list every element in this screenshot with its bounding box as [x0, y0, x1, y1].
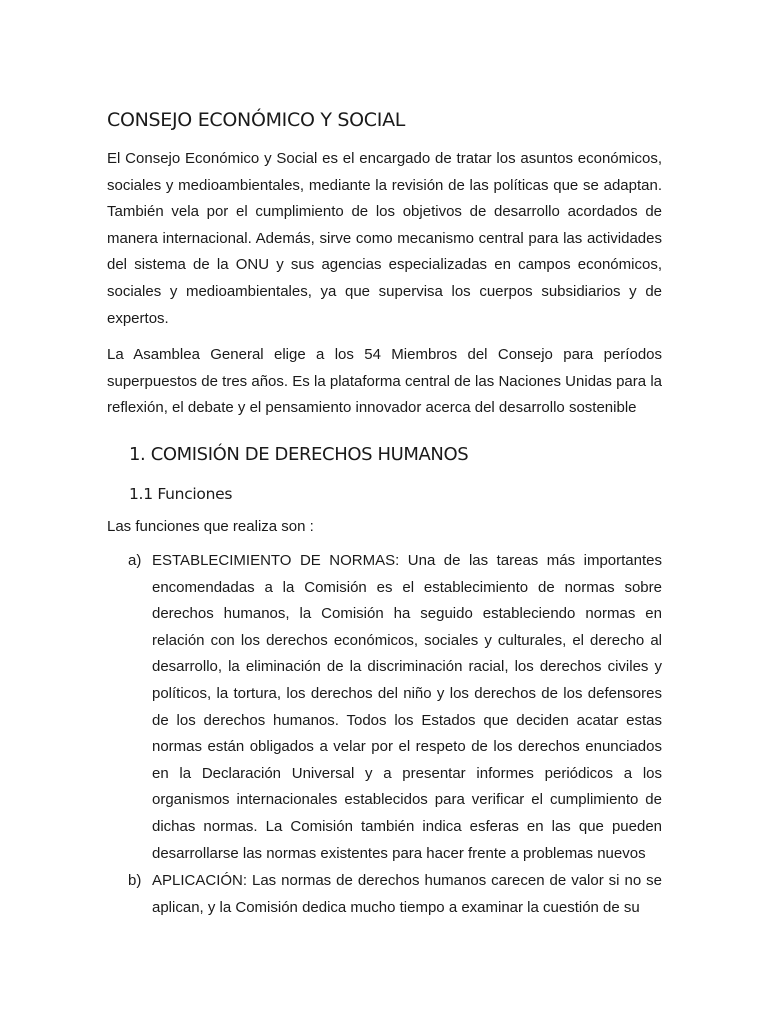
list-item-text: APLICACIÓN: Las normas de derechos humanos carecen de valor si no se aplican, y la Comisión dedica mucho tiempo a examinar la cuestión de su — [152, 872, 662, 916]
list-marker: b) — [128, 872, 142, 889]
list-marker: a) — [128, 552, 142, 569]
paragraph-asamblea-general: La Asamblea General elige a los 54 Miembros del Consejo para períodos superpuestos de tres años. Es la plataforma central de las Naciones Unidas para la reflexión, el debate y el pensamiento innovador acerca del desarrollo sostenible — [107, 346, 662, 417]
subsection-heading: 1.1 Funciones — [129, 485, 233, 503]
document-title: CONSEJO ECONÓMICO Y SOCIAL — [107, 109, 406, 131]
section-heading: 1. COMISIÓN DE DERECHOS HUMANOS — [129, 444, 469, 465]
paragraph-consejo-description: El Consejo Económico y Social es el encargado de tratar los asuntos económicos, sociales y medioambientales, mediante la revisión de las políticas que se adaptan. También vela por el cumplimiento de los objetivos de desarrollo acordados de manera internacional. Además, sirve como mecanismo central para las actividades del sistema de la ONU y sus agencias especializadas en campos económicos, sociales y medioambientales, ya que supervisa los cuerpos subsidiarios y de expertos. — [107, 150, 662, 327]
functions-intro: Las funciones que realiza son : — [107, 518, 314, 535]
list-item-text: ESTABLECIMIENTO DE NORMAS: Una de las tareas más importantes encomendadas a la Comisión es el establecimiento de normas sobre derechos humanos, la Comisión ha seguido estableciendo normas en relación con los derechos económicos, sociales y culturales, el derecho al desarrollo, la eliminación de la discriminación racial, los derechos civiles y políticos, la tortura, los derechos del niño y los derechos de los defensores de los derechos humanos. Todos los Estados que deciden acatar estas normas están obligados a velar por el respeto de los derechos enunciados en la Declaración Universal y a presentar informes periódicos a los organismos internacionales establecidos para verificar el cumplimiento de dichas normas. La Comisión también indica esferas en las que pueden desarrollarse las normas existentes para hacer frente a problemas nuevos — [152, 552, 662, 862]
